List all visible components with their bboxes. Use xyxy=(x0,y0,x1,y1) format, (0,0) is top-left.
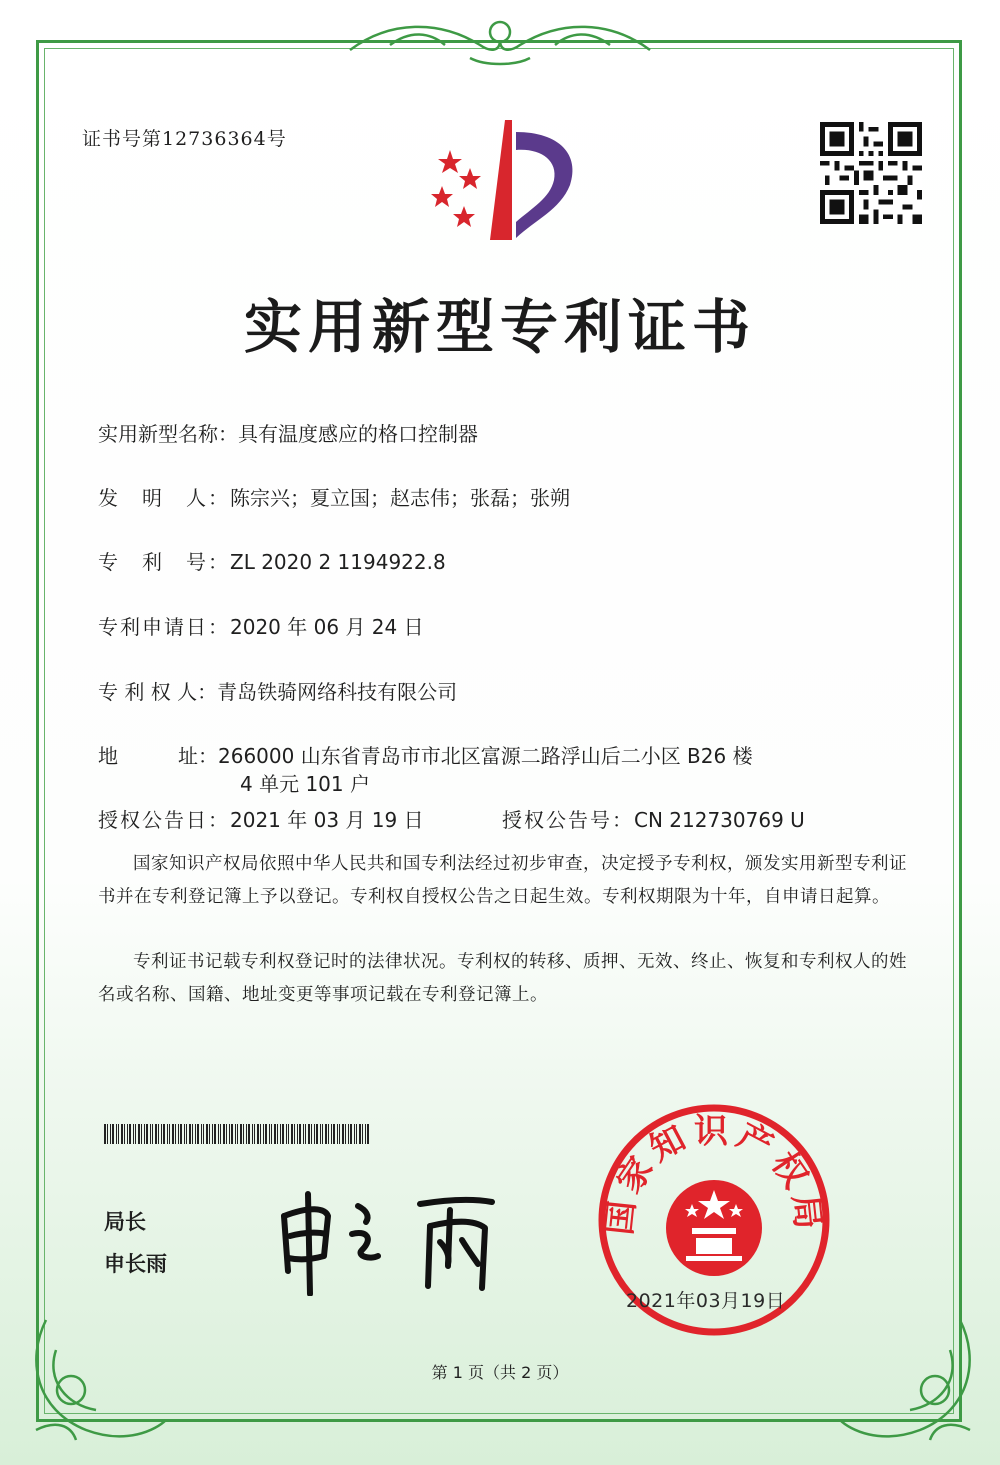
field-label: 专 利 号： xyxy=(98,550,230,574)
field-label: 授权公告日： xyxy=(98,808,230,832)
field-address-line2: 4 单元 101 户 xyxy=(240,772,370,796)
field-inventor xyxy=(98,482,570,511)
page-number: 第 1 页（共 2 页） xyxy=(431,1363,569,1382)
seal-text: 国家知识产权局 xyxy=(599,1111,829,1237)
field-label: 专利申请日： xyxy=(98,615,230,639)
field-patent-number xyxy=(98,546,446,575)
certificate-title: 实用新型专利证书 xyxy=(243,293,756,361)
field-address xyxy=(98,740,753,769)
field-value: 2020 年 06 月 24 日 xyxy=(230,615,424,639)
field-value: 青岛铁骑网络科技有限公司 xyxy=(217,680,458,704)
field-label: 专 利 权 人： xyxy=(98,680,218,704)
field-filing-date xyxy=(98,611,424,640)
director-title: 局长 xyxy=(104,1210,146,1234)
patent-office-logo-icon xyxy=(420,110,590,250)
body-paragraph-2: 专利证书记载专利权登记时的法律状况。专利权的转移、质押、无效、终止、恢复和专利权人的姓名或名称、国籍、地址变更等事项记载在专利登记簿上。 xyxy=(98,952,907,1005)
field-value: 陈宗兴；夏立国；赵志伟；张磊；张朔 xyxy=(230,486,570,510)
field-utility-model-name xyxy=(98,418,478,447)
barcode-icon xyxy=(104,1124,372,1144)
field-value: 2021 年 03 月 19 日 xyxy=(230,808,424,832)
field-patentee xyxy=(98,676,457,705)
field-label: 授权公告号： xyxy=(502,808,634,832)
field-label: 地 址： xyxy=(98,744,218,768)
certificate-number: 证书号第12736364号 xyxy=(82,128,287,150)
field-value: CN 212730769 U xyxy=(634,808,805,832)
qr-code-icon xyxy=(820,122,922,224)
director-name: 申长雨 xyxy=(104,1252,167,1276)
field-value: 具有温度感应的格口控制器 xyxy=(238,422,478,446)
seal-date: 2021年03月19日 xyxy=(626,1290,786,1312)
field-grant-date xyxy=(98,804,424,833)
field-grant-number xyxy=(502,804,805,833)
field-value: ZL 2020 2 1194922.8 xyxy=(230,550,446,574)
handwritten-signature-icon xyxy=(270,1176,510,1296)
field-value: 266000 山东省青岛市市北区富源二路浮山后二小区 B26 楼 xyxy=(218,744,753,768)
field-label: 发 明 人： xyxy=(98,486,230,510)
body-paragraph-1: 国家知识产权局依照中华人民共和国专利法经过初步审查，决定授予专利权，颁发实用新型专利证书并在专利登记簿上予以登记。专利权自授权公告之日起生效。专利权期限为十年，自申请日起算。 xyxy=(98,854,907,907)
top-ornament xyxy=(330,10,670,70)
field-label: 实用新型名称： xyxy=(98,422,238,446)
